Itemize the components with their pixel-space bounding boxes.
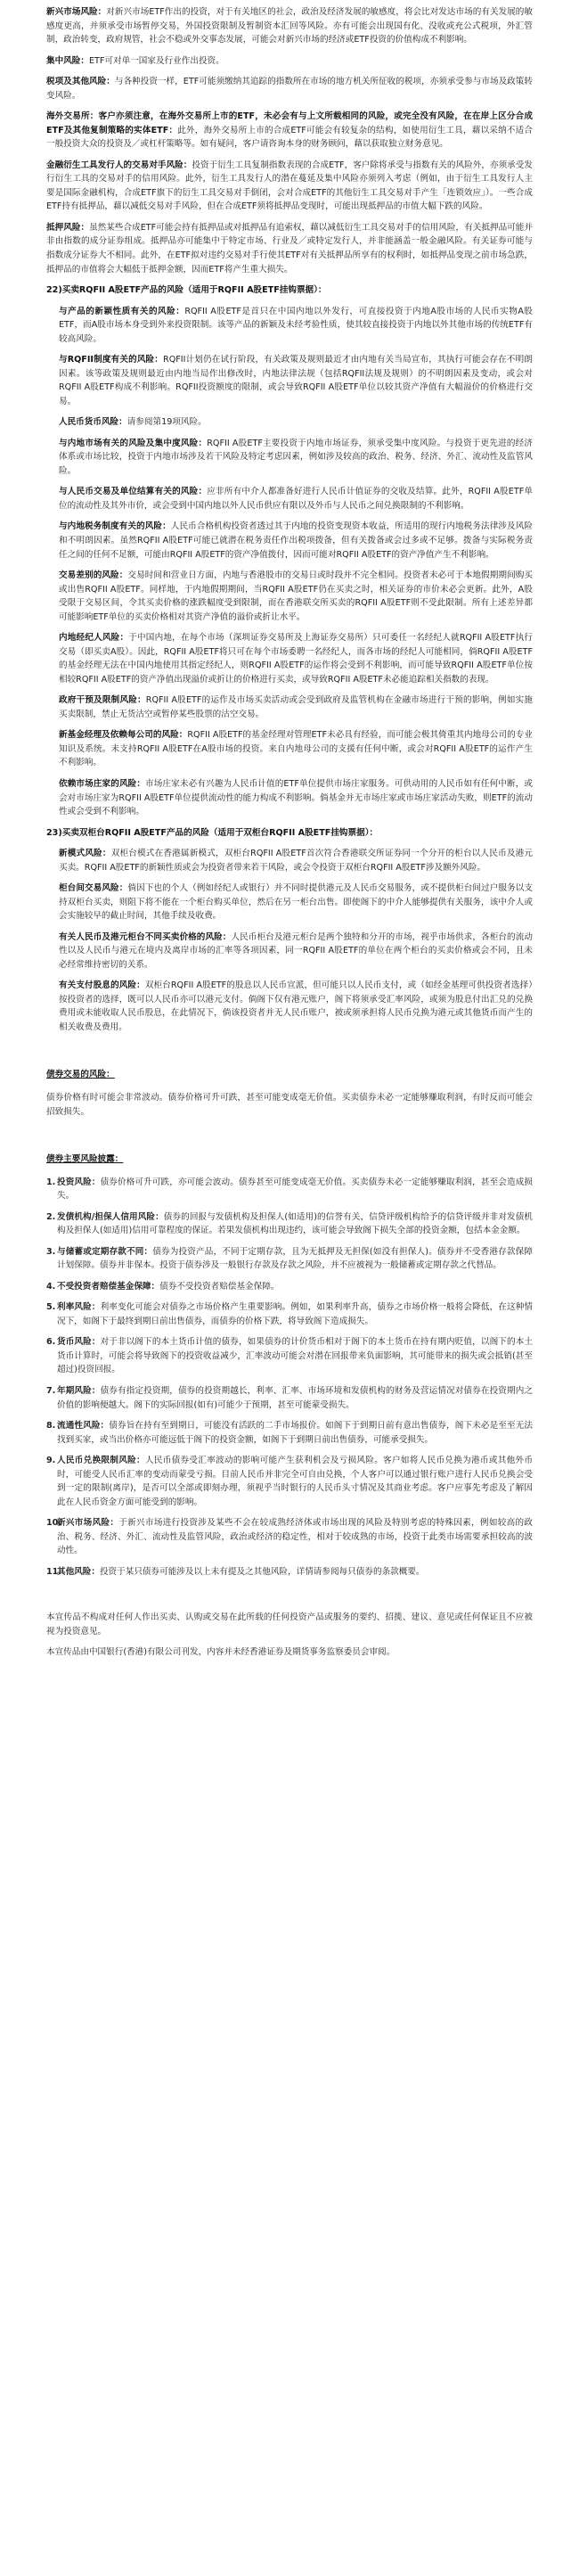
risk-concentration: 集中风险：ETF可对单一国家及行业作出投资。 (46, 55, 224, 66)
risk-overseas-exchange: 海外交易所：客户亦须注意，在海外交易所上市的ETF，未必会有与上文所载相同的风险，或完全没有风险，在在岸上区分合成ETF及其他复制策略的实体ETF：此外，海外交易所上市的合成ETF可能会有较复杂的结构，如使用衍生工具，藉以采纳不适合一般投资大众的投资及／或杠杆策略等。如有疑问，客户请咨询本身的财务顾问，藉以获取独立财务意见。 (46, 111, 533, 150)
disclaimer-text: 本宣传品不构成对任何人作出买卖、认购或交易在此所载的任何投资产品或服务的要约、招揽、建议、意见或任何保证且不应被视为投资意见。 (46, 1612, 533, 1637)
list-item: 4. 不受投资者赔偿基金保障：债券不受投资者赔偿基金保障。 (46, 1281, 280, 1292)
dual-risk-price-difference: 有关人民币及港元柜台不同买卖价格的风险：人民币柜台及港元柜台是两个独特和分开的市场，视乎市场供求，各柜台的流动性以及人民币与港元在境内及离岸市场的汇率等各项因素，同一RQFII A股ETF的单位在两个柜台的买卖价格或会不同，且未必经常维持密切的关系。 (59, 931, 533, 970)
dual-risk-new-model: 新模式风险：双柜台模式在香港属新模式，双柜台RQFII A股ETF首次符合香港联交所证券同一个分开的柜台以人民币及港元买卖。RQFII A股ETF的新颖性质或会为投资者带来若干风险，或会令投资于双柜台RQFII A股ETF涉及额外风险。 (59, 849, 534, 873)
list-item: 5. 利率风险：利率变化可能会对债券之市场价格产生重要影响。例如，如果利率升高，债券之市场价格一般将会降低，在这种情况下，如阁下于最终到期日前出售债券，而债券的价格下跌，将导致阁下造成损失。 (46, 1302, 534, 1326)
bond-risk-title: 债券交易的风险： (46, 1070, 115, 1080)
rqfii-risk-regime: 与RQFII制度有关的风险：RQFII计划仍在试行阶段，有关政策及规则最近才由内地有关当局宣布，其执行可能会存在不明朗因素。该等政策及规则最近由内地当局作出修改时，内地法律法规（包括RQFII法规及规则）的不明朗因素及变动，或会对RQFII A股ETF构成不利影响。RQFII投资额度的限制，或会导致RQFII A股ETF单位以较其资产净值有大幅溢价的价格进行交易。 (59, 355, 533, 406)
list-item: 9. 人民币兑换限制风险：人民币债券受汇率波动的影响可能产生获利机会及亏损风险。客户如将人民币兑换为港币或其他外币时，可能受人民币汇率的变动而蒙受亏损。目前人民币并非完全可自由兑换，个人客户可以通过银行账户进行人民币兑换会受到一定的限制(离岸)，是否可以全部或即刻办理，须视乎当时银行的人民币头寸情况及其商业考虑。客户应事先考虑及了解因此在人民币资金方面可能受到的影响。 (46, 1456, 534, 1507)
rqfii-risk-trading-difference: 交易差别的风险：交易时间和营业日方面，内地与香港股市的交易日或时段并不完全相同。投资者未必可于本地假期期间购买或出售RQFII A股ETF。同样地，于内地假期期间，当RQFII A股ETF仍在买卖之时，相关证券的市价未必会更新。此外，A股受限于交易区间，令其买卖价格的涨跌幅度受到限制，而在香港联交所买卖的RQFII A股ETF则不受此限制。所有上述差异都可能影响ETF单位的买卖价格相对其资产净值的溢价或折让水平。 (59, 570, 534, 622)
rqfii-risk-rmb-settlement: 与人民币交易及单位结算有关的风险：应非所有中介人都准备好进行人民币计值证券的交收及结算。此外，RQFII A股ETF单位的流动性及其外市价，或会受到中国内地以外人民币供应有限以及外币与人民币之间兑换限制的不利影响。 (59, 487, 533, 511)
rqfii-risk-broker: 内地经纪人风险：于中国内地，在每个市场（深圳证券交易所及上海证券交易所）只可委任一名经纪人就RQFII A股ETF执行交易（即买卖A股）。因此，RQFII A股ETF将只可在每个市场委聘一名经纪人，而各市场的经纪人可能相同，倘RQFII A股ETF的基金经理无法在中国内地使用其指定经纪人，则RQFII A股ETF的运作将会受到不利影响，而可能导致RQFII A股ETF单位按相较RQFII A股ETF的资产净值出现溢价或折让的价格进行买卖，或导致RQFII A股ETF未必能追踪相关指数的表现。 (59, 633, 533, 685)
dual-counter-section (59, 847, 533, 1034)
bond-main-risk-title: 债券主要风险披露： (46, 1154, 124, 1165)
risk-emerging-market: 新兴市场风险：对新兴市场ETF作出的投资，对于有关地区的社会，政治及经济发展的敏感度，将会比对发达市场的有关发展的敏感度更高，并须承受市场暂停交易，外国投资限制及暂制资本汇回等风险。亦有可能会出现国有化、没收或充公式税项，外汇管制，政治转变，政府规管，社会不稳或外交事态发展，可能会对新兴市场的经济或ETF投资的价值构成不利影响。 (46, 7, 533, 45)
bond-risk-paragraph: 债券价格有时可能会非常波动。债券价格可升可跌，甚至可能变成毫无价值。买卖债券未必一定能够赚取利润，有时反而可能会招致损失。 (46, 1093, 533, 1117)
list-item: 11. 其他风险：投资于某只债券可能涉及以上未有提及之其他风险，详情请参阅每只债券的条款概要。 (46, 1566, 425, 1577)
list-item: 10. 新兴市场风险：于新兴市场进行投资涉及某些不会在较成熟经济体或市场出现的风险及特别考虑的特殊因素，例如较高的政治、税务、经济、外汇、流动性及监管风险，政治或经济的稳定性，相对于较成熟的市场，投资于此类市场需要承担较高的波动性。 (46, 1518, 534, 1556)
rqfii-risk-rmb-currency: 人民币货币风险：请参阅第19项风险。 (59, 417, 207, 428)
dual-risk-inter-counter: 柜台间交易风险：倘因下也的个人（例如经纪人或银行）并不同时提供港元及人民币交易服务，或不提供柜台间过户服务以支持双柜台买卖，则阻下将不能在一个柜台购买单位，然后在另一柜台出售。即使阁下的中介人能够提供有关服务，该中介人或会实施较早的截止时间，其他手续及收费。 (59, 883, 534, 922)
rqfii-risk-market-maker: 依赖市场庄家的风险：市场庄家未必有兴趣为人民币计值的ETF单位提供市场庄家服务。可供动用的人民币如有任何中断，或会对市场庄家为RQFII A股ETF单位提供流动性的能力构成不利影响。倘基金并无市场庄家或市场庄家活动失败，则ETF的流动性或会受到不利影响。 (59, 778, 533, 817)
list-item: 1. 投资风险：债券价格可升可跌，亦可能会波动。债券甚至可能变成毫无价值。买卖债券未必一定能够赚取利润，甚至会造成损失。 (46, 1177, 534, 1202)
rqfii-risk-novelty: 与产品的新颖性质有关的风险：RQFII A股ETF是首只在中国内地以外发行，可直接投资于内地A股市场的人民币实物A股ETF，而A股市场本身受到外来投资限制。该等产品的新颖及未经考验性质，使其较直接投资于内地以外其他市场的传统ETF有较高风险。 (59, 306, 533, 344)
rqfii-section (59, 305, 533, 819)
list-item: 8. 流通性风险：债券旨在持有至到期日，可能没有活跃的二手市场报价。如阁下于到期日前有意出售债券，阁下未必是至至无法找到买家，或当出价格亦可能远低于阁下的投资金额，如阁下于到期日前出售债券，可能承受损失。 (46, 1421, 534, 1445)
rqfii-risk-mainland-market: 与内地市场有关的风险及集中度风险：RQFII A股ETF主要投资于内地市场证券，须承受集中度风险。与投资于更先进的经济体系或市场比较，投资于内地市场涉及若干风险及特定考虑因素，例如涉及较高的政治、税务、经济、外汇、流动性及监管风险。 (59, 438, 533, 476)
etf-risks-block (46, 5, 533, 276)
list-item: 3. 与储蓄或定期存款不同：债券为投资产品，不同于定期存款，且为无抵押及无担保(如没有担保人)。债券并不受香港存款保障计划保障。债券并非保本。投资于债券涉及一般银行存款及存款之风险，并不应被视为一般储蓄或定期存款之代替品。 (46, 1246, 533, 1271)
risk-counterparty: 金融衍生工具发行人的交易对手风险：投资于衍生工具复制指数表现的合成ETF，客户除将承受与指数有关的风险外，亦须承受发行衍生工具的交易对手的信用风险。此外，衍生工具发行人的潜在蔓延及集中风险亦须列入考虑（例如，由于衍生工具发行人主要是国际金融机构，合成ETF旗下的衍生工具交易对手倒闭，会对合成ETF的其他衍生工具交易对手产生「连锁效应」）。一些合成ETF持有抵押品，藉以减低交易对手风险，但在合成ETF须将抵押品变现时，可能出现抵押品的市值大幅下跌的风险。 (46, 160, 533, 212)
disclaimer-block (46, 1611, 533, 1660)
publisher-note: 本宣传品由中国银行(香港)有限公司刊发，内容并未经香港证券及期货事务监察委员会审阅。 (46, 1647, 396, 1658)
list-item: 7. 年期风险：债券有指定投资期，债券的投资期越长，利率、汇率、市场环境和发债机构的财务及营运情况对债券在投资期内之价值的影响便越大。阁下的实际回报(如有)可能少于预期，甚至可能蒙受损失。 (46, 1385, 534, 1410)
list-item: 2. 发债机构/担保人信用风险：债券的回报与发债机构及担保人(如适用)的信誉有关，信贷评级机构给予的信贷评级并非对发债机构及担保人(如适用)信用可靠程度的保证。若果发债机构出现违约，该可能会导致阁下损失全部的投资金额，包括本金金额。 (46, 1211, 533, 1236)
rqfii-risk-government: 政府干预及限制风险：RQFII A股ETF的运作及市场买卖活动或会受到政府及监管机构在金融市场进行干预的影响，例如实施买卖限制，禁止无货沽空或暂停某些股票的沽空交易。 (59, 695, 533, 719)
bond-risk-list (46, 1176, 533, 1579)
risk-collateral: 抵押风险：虽然某些合成ETF可能会持有抵押品或对抵押品有追索权，藉以减低衍生工具交易对手的信用风险，有关抵押品可能并非由指数的成分证券组成。抵押品亦可能集中于特定市场、行业及／或特定发行人，并非能涵盖一般金融风险。有关证券可能与指数成分证券大不相同。此外，在ETF拟对违约交易对手行使其ETF对有关抵押品所享有的权利时，如抵押品变现之前市场急跌，抵押品的市值将会大幅低于抵押金额，因而ETF将产生重大损失。 (46, 222, 533, 275)
list-item: 6. 货币风险：对于非以阁下的本土货币计值的债券，如果债券的计价货币相对于阁下的本土货币在持有期内贬值，以阁下的本土货币计算时，可能会将导致阁下的投资收益减少，汇率波动可能会对潜在回报带来负面影响，其可能带来的损失或会抵销(甚至超过)投资回报。 (46, 1337, 534, 1375)
rqfii-risk-new-manager: 新基金经理及依赖每公司的风险：RQFII A股ETF的基金经理对管理ETF未必具有经验，而可能会极其倚重其内地母公司的专业知识及系统。未支持RQFII A股ETF在A股市场的投资。来自内地母公司的支援有任何中断，或会对RQFII A股ETF的运作产生不利影响。 (59, 730, 534, 768)
rqfii-heading: 22)买卖RQFII A股ETF产品的风险（适用于RQFII A股ETF挂钩票据）： (46, 285, 327, 296)
risk-tax: 税项及其他风险：与各种投资一样，ETF可能须缴纳其追踪的指数所在市场的地方机关所征收的税项，亦须承受参与市场及政策转变风险。 (46, 77, 533, 101)
dual-counter-heading: 23)买卖双柜台RQFII A股ETF产品的风险（适用于双柜台RQFII A股ETF挂钩票据）： (46, 827, 379, 838)
dual-risk-dividend: 有关支付股息的风险：双柜台RQFII A股ETF的股息以人民币宣派，但可能只以人民币支付，或（如经金基理可供投资者选择）按投资者的选择，既可以人民币亦可以港元支付。倘阁下仅有港元账户，阁下将须承受汇率风险，或须为股息付出汇兑的兑换费用或未能收取人民币股息，在此情况下，倘该投资者并无人民币账户，被或须承担将人民币兑换为港元或其他货币而产生的相关收费及费用。 (59, 980, 534, 1032)
rqfii-risk-tax: 与内地税务制度有关的风险：人民币合格机构投资者透过其于内地的投资变现资本收益，所适用的现行内地税务法律涉及风险和不明朗因素。虽然RQFII A股ETF可能已就潜在税务责任作出税项拨备，但有关拨备或会过多或不足够。拨备与实际税务责任之间的任何不足额，可能由RQFII A股ETF的资产净值拨付，因而可能对RQFII A股ETF的资产净值产生不利影响。 (59, 521, 533, 560)
